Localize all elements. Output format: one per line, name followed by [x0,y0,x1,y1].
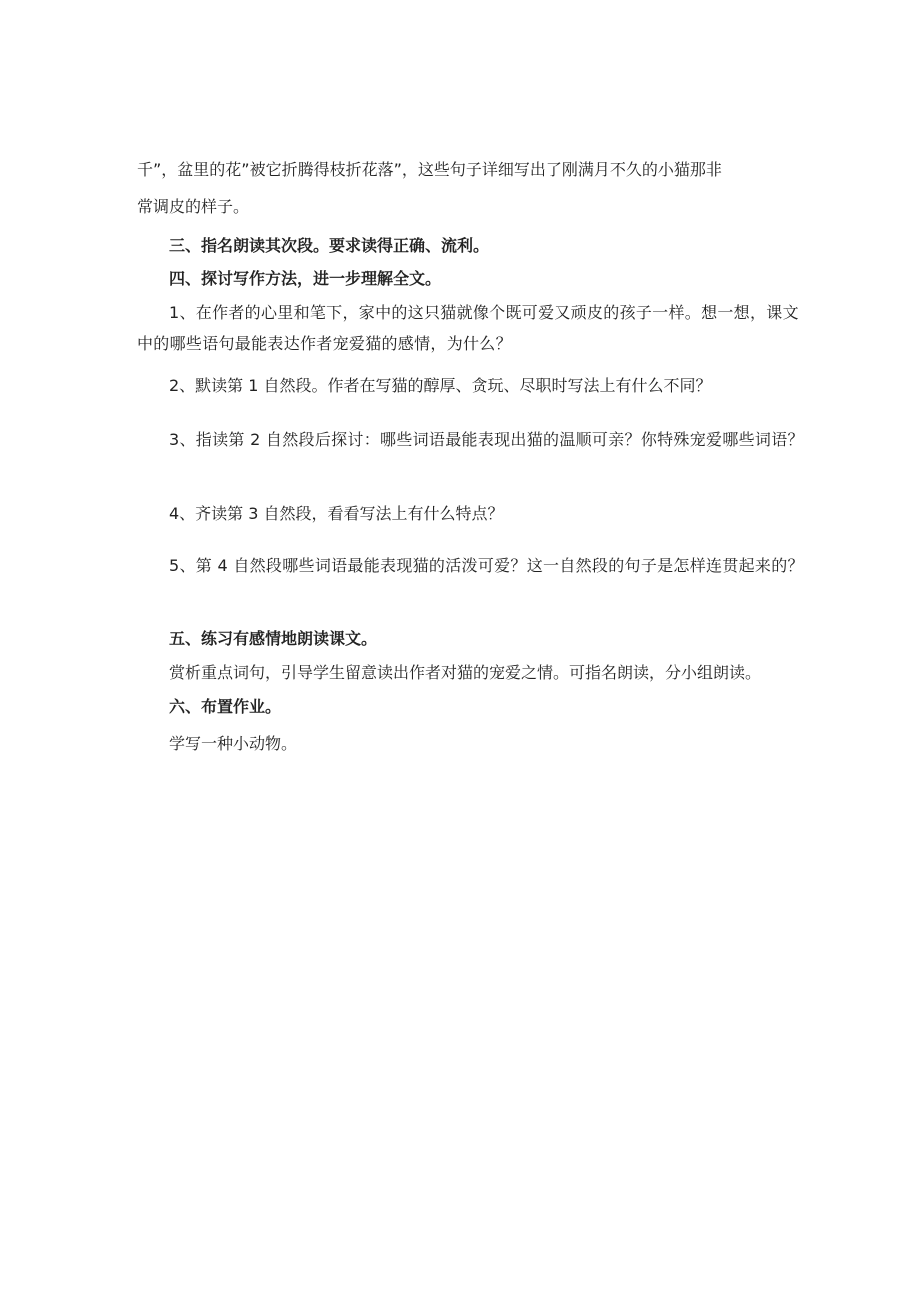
item-3-paragraph: 3、指读第 2 自然段后探讨：哪些词语最能表现出猫的温顺可亲？你特殊宠爱哪些词语？ [169,430,804,449]
intro-line-2: 常调皮的样子。 [137,197,250,216]
section-3-heading: 三、指名朗读其次段。要求读得正确、流利。 [169,236,490,255]
intro-line-1: 千”，盆里的花”被它折腾得枝折花落”，这些句子详细写出了刚满月不久的小猫那非 [137,160,722,179]
section-5-text: 赏析重点词句，引导学生留意读出作者对猫的宠爱之情。可指名朗读，分小组朗读。 [169,663,762,682]
item-5-paragraph: 5、第 4 自然段哪些词语最能表现猫的活泼可爱？这一自然段的句子是怎样连贯起来的？ [169,556,804,575]
item-2-paragraph: 2、默读第 1 自然段。作者在写猫的醇厚、贪玩、尽职时写法上有什么不同？ [169,376,712,395]
section-6-heading: 六、布置作业。 [169,697,282,716]
section-5-heading: 五、练习有感情地朗读课文。 [169,629,378,648]
item-1-paragraph: 1、在作者的心里和笔下，家中的这只猫就像个既可爱又顽皮的孩子一样。想一想，课文中的哪些语句最能表达作者宠爱猫的感情，为什么？ [137,303,799,353]
section-4-heading: 四、探讨写作方法，进一步理解全文。 [169,269,442,288]
item-4-paragraph: 4、齐读第 3 自然段，看看写法上有什么特点？ [169,504,504,523]
section-6-text: 学写一种小动物。 [169,734,298,753]
